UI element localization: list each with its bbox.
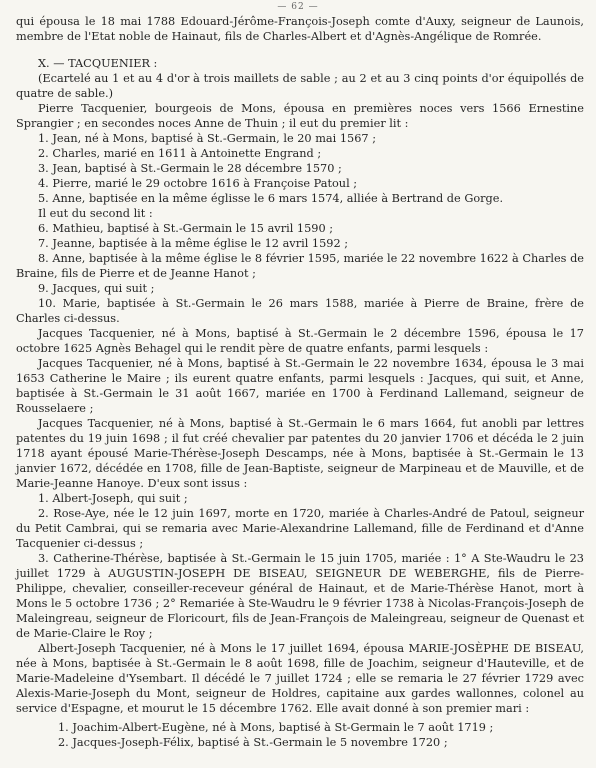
list-item: 7. Jeanne, baptisée à la même église le 12 avril 1592 ; (38, 237, 349, 250)
list-item: 3. Jean, baptisé à St.-Germain le 28 décembre 1570 ; (38, 162, 342, 175)
list-item: 4. Pierre, marié le 29 octobre 1616 à Françoise Patoul ; (38, 177, 358, 190)
list-item: 5. Anne, baptisée en la même églisse le 6 mars 1574, alliée à Bertrand de Gorge. (38, 192, 504, 205)
list-item: 9. Jacques, qui suit ; (38, 282, 155, 295)
list-item: 8. Anne, baptisée à la même église le 8 février 1595, mariée le 22 novembre 1622 à Charles de Braine, fils de Pierre et de Jeanne Hanot ; (16, 252, 584, 280)
paragraph: Il eut du second lit : (38, 207, 153, 220)
paragraph: Jacques Tacquenier, né à Mons, baptisé à St.-Germain le 2 décembre 1596, épousa le 17 octobre 1625 Agnès Behagel qui le rendit père de quatre enfants, parmi lesquels : (16, 327, 584, 355)
paragraph: Pierre Tacquenier, bourgeois de Mons, épousa en premières noces vers 1566 Ernestine Sprangier ; en secondes noces Anne de Thuin ; il eut du premier lit : (16, 102, 584, 130)
page-number: — 62 — (277, 2, 319, 12)
list-item: 2. Charles, marié en 1611 à Antoinette Engrand ; (38, 147, 322, 160)
paragraph: Jacques Tacquenier, né à Mons, baptisé à St.-Germain le 22 novembre 1634, épousa le 3 mai 1653 Catherine le Maire ; ils eurent quatre enfants, parmi lesquels : Jacques, qui suit, et Anne, baptisée à St.-Germain le 31 août 1667, mariée en 1700 à Ferdinand Lallemand, seigneur de Rousselaere ; (16, 357, 584, 415)
paragraph: Jacques Tacquenier, né à Mons, baptisé à St.-Germain le 6 mars 1664, fut anobli par lettres patentes du 19 juin 1698 ; il fut créé chevalier par patentes du 20 janvier 1706 et décéda le 2 juin 1718 ayant épousé Marie-Thérèse-Joseph Descamps, née à Mons, baptisée à St.-Germain le 13 janvier 1672, décédée en 1708, fille de Jean-Baptiste, seigneur de Marpineau et de Mauville, et de Marie-Jeanne Hanoye. D'eux sont issus : (16, 417, 584, 490)
list-item: 1. Jean, né à Mons, baptisé à St.-Germain, le 20 mai 1567 ; (38, 132, 376, 145)
coat-of-arms-paragraph: (Ecartelé au 1 et au 4 d'or à trois maillets de sable ; au 2 et au 3 cinq points d'or équipollés de quatre de sable.) (16, 72, 584, 100)
list-item: 1. Joachim-Albert-Eugène, né à Mons, baptisé à St-Germain le 7 août 1719 ; (58, 721, 494, 734)
list-item: 2. Rose-Aye, née le 12 juin 1697, morte en 1720, mariée à Charles-André de Patoul, seigneur du Petit Cambrai, qui se remaria avec Marie-Alexandrine Lallemand, fille de Ferdinand et d'Anne Tacquenier ci-dessus ; (16, 507, 584, 550)
list-item: 1. Albert-Joseph, qui suit ; (38, 492, 188, 505)
list-item: 3. Catherine-Thérèse, baptisée à St.-Germain le 15 juin 1705, mariée : 1° A Ste-Waudru le 23 juillet 1729 à AUGUSTIN-JOSEPH DE BISEAU, SEIGNEUR DE WEBERGHE, fils de Pierre-Philippe, chevalier, conseiller-receveur général de Hainaut, et de Marie-Thérèse Hanot, mort à Mons le 5 octobre 1736 ; 2° Remariée à Ste-Waudru le 9 février 1738 à Nicolas-François-Joseph de Maleingreau, seigneur de Floricourt, fils de Jean-François de Maleingreau, seigneur de Quenast et de Marie-Claire le Roy ; (16, 552, 584, 640)
list-item: 10. Marie, baptisée à St.-Germain le 26 mars 1588, mariée à Pierre de Braine, frère de Charles ci-dessus. (16, 297, 584, 325)
section-heading: X. — TACQUENIER : (38, 57, 158, 70)
list-item: 2. Jacques-Joseph-Félix, baptisé à St.-Germain le 5 novembre 1720 ; (58, 736, 448, 749)
paragraph-continuation: qui épousa le 18 mai 1788 Edouard-Jérôme-François-Joseph comte d'Auxy, seigneur de Launois, membre de l'Etat noble de Hainaut, fils de Charles-Albert et d'Agnès-Angélique de Romrée. (16, 15, 584, 43)
paragraph: Albert-Joseph Tacquenier, né à Mons le 17 juillet 1694, épousa MARIE-JOSÈPHE DE BISEAU, née à Mons, baptisée à St.-Germain le 8 août 1698, fille de Joachim, seigneur d'Hauteville, et de Marie-Madeleine d'Ysembart. Il décédé le 7 juillet 1724 ; elle se remaria le 27 février 1729 avec Alexis-Marie-Joseph du Mont, seigneur de Holdres, capitaine aux gardes wallonnes, colonel au service d'Espagne, et mourut le 15 décembre 1762. Elle avait donné à son premier mari : (16, 642, 584, 715)
list-item: 6. Mathieu, baptisé à St.-Germain le 15 avril 1590 ; (38, 222, 334, 235)
